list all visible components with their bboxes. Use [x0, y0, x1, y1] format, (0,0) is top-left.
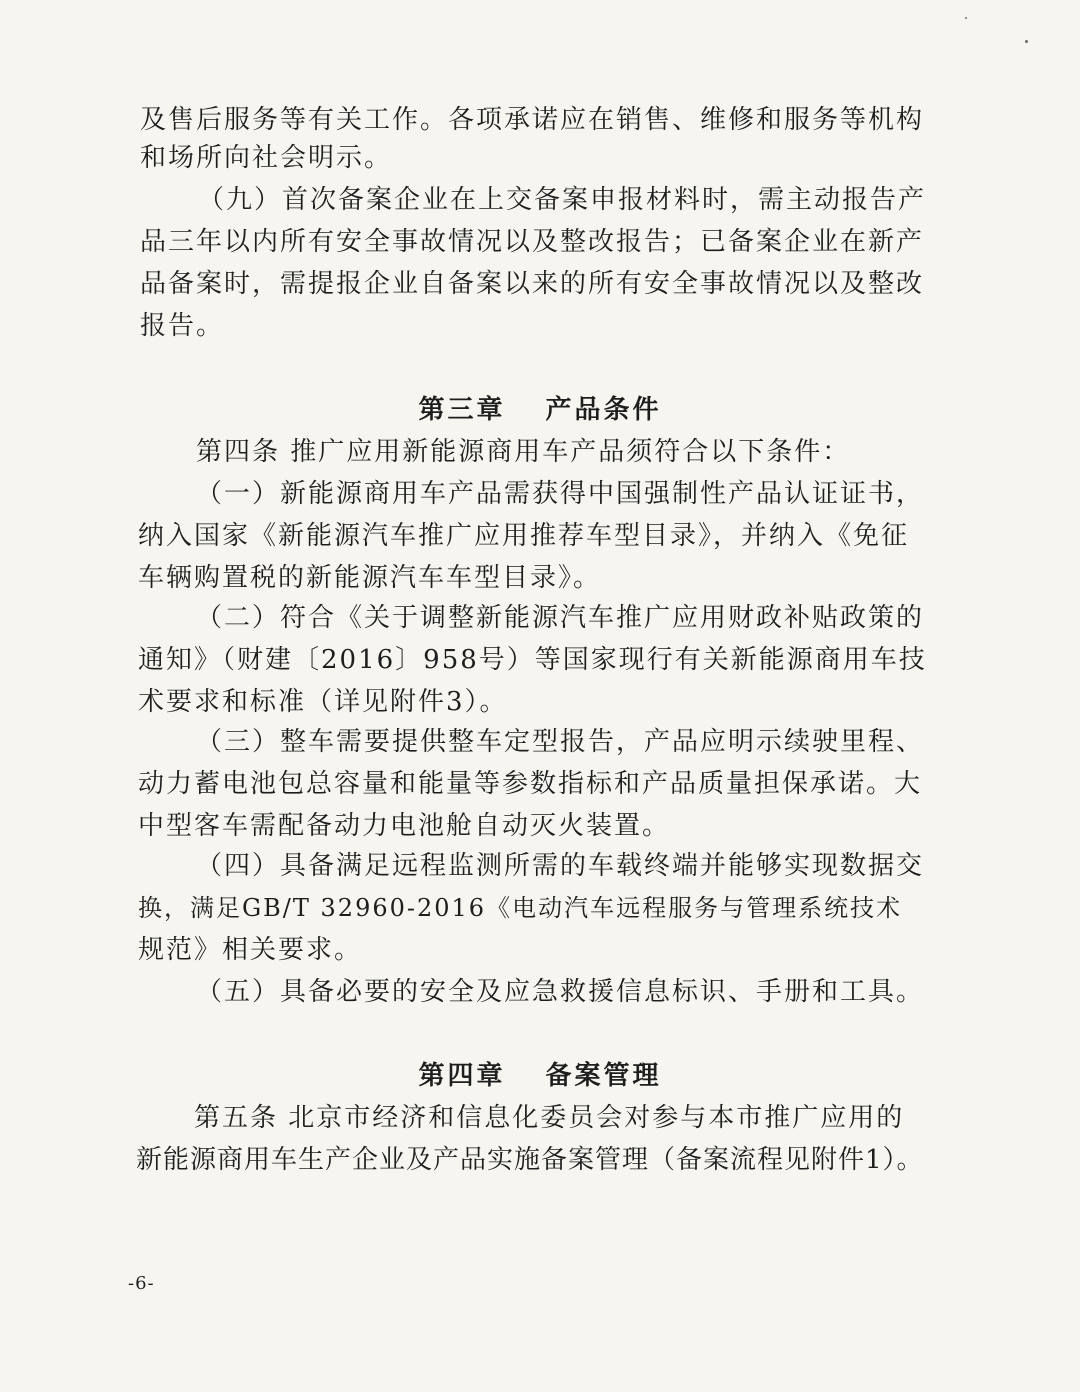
article-4-item-1-line-2: 纳入国家《新能源汽车推广应用推荐车型目录》，并纳入《免征	[138, 521, 910, 551]
paragraph-9-line-3: 品备案时，需提报企业自备案以来的所有安全事故情况以及整改	[140, 269, 925, 299]
chapter-3-number: 第三章	[418, 395, 506, 425]
article-4-item-1-line-1: （一）新能源商用车产品需获得中国强制性产品认证证书，	[196, 479, 925, 509]
article-4-item-2-line-1: （二）符合《关于调整新能源汽车推广应用财政补贴政策的	[196, 603, 925, 633]
paragraph-9-line-4: 报告。	[140, 311, 225, 341]
article-4-intro: 第四条 推广应用新能源商用车产品须符合以下条件：	[196, 437, 851, 467]
chapter-3-heading	[0, 390, 1080, 430]
paragraph-9-line-1: （九）首次备案企业在上交备案申报材料时，需主动报告产	[198, 185, 927, 215]
article-4-item-2-line-2: 通知》（财建〔2016〕958号）等国家现行有关新能源商用车技	[138, 645, 927, 675]
article-4-item-4-line-2: 换，满足GB/T 32960-2016《电动汽车远程服务与管理系统技术	[138, 894, 903, 922]
scan-speck	[1025, 40, 1028, 43]
article-4-item-1-line-3: 车辆购置税的新能源汽车车型目录》。	[138, 563, 602, 593]
article-4-item-4-line-3: 规范》相关要求。	[138, 935, 363, 965]
article-5-line-2: 新能源商用车生产企业及产品实施备案管理（备案流程见附件1）。	[136, 1145, 924, 1175]
chapter-4-title: 备案管理	[545, 1061, 662, 1091]
article-4-item-3-line-1: （三）整车需要提供整车定型报告，产品应明示续驶里程、	[196, 727, 925, 757]
article-4-item-5-line-1: （五）具备必要的安全及应急救援信息标识、手册和工具。	[196, 977, 925, 1007]
paragraph-8-line-1: 及售后服务等有关工作。各项承诺应在销售、维修和服务等机构	[140, 105, 925, 135]
paragraph-9-line-2: 品三年以内所有安全事故情况以及整改报告；已备案企业在新产	[140, 227, 925, 257]
chapter-4-heading	[0, 1056, 1080, 1096]
paragraph-8-line-2: 和场所向社会明示。	[140, 143, 393, 173]
scan-speck	[965, 17, 967, 19]
article-4-item-3-line-3: 中型客车需配备动力电池舱自动灭火装置。	[138, 811, 671, 841]
article-4-item-2-line-3: 术要求和标准（详见附件3）。	[138, 687, 508, 717]
chapter-3-title: 产品条件	[545, 395, 662, 425]
chapter-4-number: 第四章	[418, 1061, 506, 1091]
article-5-line-1: 第五条 北京市经济和信息化委员会对参与本市推广应用的	[194, 1103, 905, 1133]
article-4-item-3-line-2: 动力蓄电池包总容量和能量等参数指标和产品质量担保承诺。大	[138, 769, 923, 799]
page-number: -6-	[128, 1273, 155, 1294]
article-4-item-4-line-1: （四）具备满足远程监测所需的车载终端并能够实现数据交	[196, 851, 925, 881]
